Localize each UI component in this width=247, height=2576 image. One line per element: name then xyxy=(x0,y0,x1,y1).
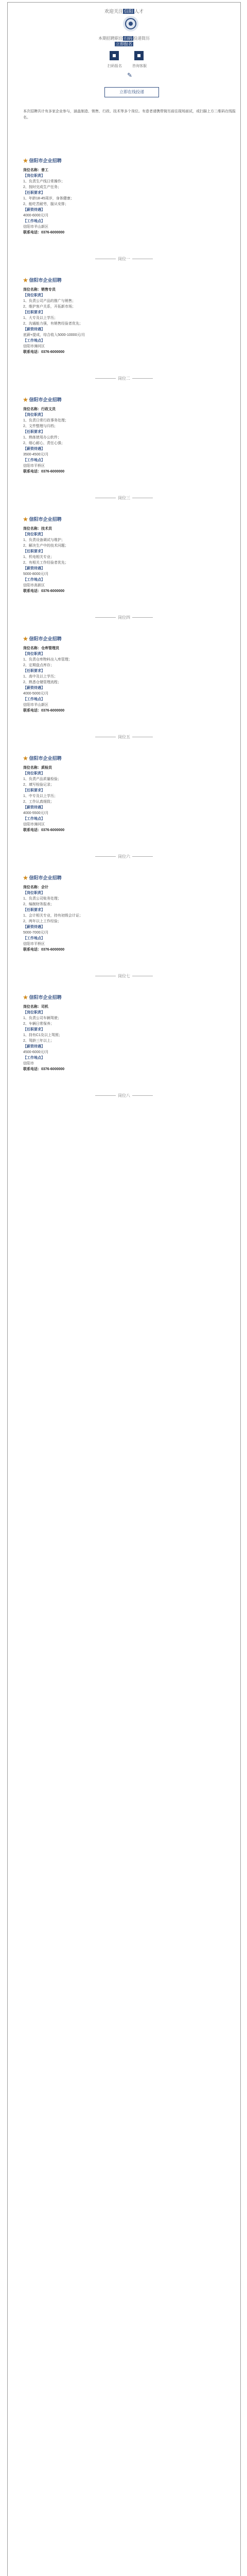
job-line: 1、负责设备调试与维护； xyxy=(23,538,65,542)
divider xyxy=(132,378,153,379)
star-icon: ★ xyxy=(23,636,29,641)
section-separator xyxy=(8,734,240,740)
preface-text: 本次招聘共计有多家企业参与，涵盖制造、销售、行政、技术等多个岗位。有意者请携带简历前往现场面试，或扫描上方二维码在线报名。 xyxy=(23,110,236,120)
section-body xyxy=(23,167,239,235)
intro-line-2 xyxy=(8,41,240,47)
section-separator xyxy=(8,376,240,381)
top-note-left: 欢迎关注 xyxy=(104,9,123,14)
star-icon: ★ xyxy=(23,158,29,163)
job-line: 1、持有C1及以上驾照； xyxy=(23,1033,62,1037)
top-note xyxy=(8,8,240,14)
logo-icon xyxy=(123,16,138,31)
section-tag xyxy=(23,396,239,403)
job-line: 【任职要求】 xyxy=(23,908,45,912)
job-line: 【任职要求】 xyxy=(23,191,45,195)
contact-phone[interactable]: 0376-6000000 xyxy=(41,948,65,952)
section-tag-text: 信阳市企业招聘 xyxy=(29,158,62,163)
intro-right: 投递简历 xyxy=(133,36,150,41)
qr-code-icon[interactable] xyxy=(110,51,119,60)
job-line: 1、年龄18-45周岁，身体健康； xyxy=(23,197,74,200)
top-note-right: 人才 xyxy=(134,9,144,14)
contact-line xyxy=(23,827,239,833)
job-line: 信阳市羊山新区 xyxy=(23,225,48,229)
divider xyxy=(95,378,116,379)
job-line: 1、熟练使用办公软件； xyxy=(23,436,61,439)
job-line: 【岗位职责】 xyxy=(23,174,45,178)
job-line: 【任职要求】 xyxy=(23,669,45,673)
section-tag xyxy=(23,994,239,1001)
job-line: 1、会计相关专业，持有初级会计证； xyxy=(23,914,83,918)
section-body xyxy=(23,646,239,714)
separator-text: 岗位八 xyxy=(118,1093,130,1098)
section-tag xyxy=(23,277,239,283)
separator-text: 岗位六 xyxy=(118,854,130,859)
divider xyxy=(95,617,116,618)
job-line: 2、定期盘点库存； xyxy=(23,664,54,667)
job-title: 岗位名称：仓库管理员 xyxy=(23,647,59,650)
intro2-highlight: 立即报名 xyxy=(116,42,132,46)
section-separator xyxy=(8,973,240,979)
contact-line xyxy=(23,1066,239,1072)
job-line: 【工作地点】 xyxy=(23,339,45,343)
job-line: 【岗位职责】 xyxy=(23,891,45,895)
job-line: 信阳市浉河区 xyxy=(23,345,45,348)
job-line: 【岗位职责】 xyxy=(23,1011,45,1014)
job-line: 信阳市 xyxy=(23,1062,34,1065)
job-line: 1、大专及以上学历； xyxy=(23,316,58,320)
job-line: 2、熟悉仓储管理流程； xyxy=(23,681,61,684)
qr-code-icon[interactable] xyxy=(134,51,144,60)
contact-line xyxy=(23,469,239,474)
job-line: 【工作地点】 xyxy=(23,698,45,701)
job-line: 信阳市高新区 xyxy=(23,584,45,587)
job-line: 底薪+提成，综合收入5000-10000元/月 xyxy=(23,333,85,337)
job-line: 【薪资待遇】 xyxy=(23,208,45,212)
section-tag-text: 信阳市企业招聘 xyxy=(29,756,62,761)
contact-phone[interactable]: 0376-6000000 xyxy=(41,589,65,593)
section-separator xyxy=(8,495,240,501)
contact-label: 联系电话： xyxy=(23,709,41,713)
job-line: 【任职要求】 xyxy=(23,789,45,792)
contact-phone[interactable]: 0376-6000000 xyxy=(41,231,65,234)
section-tag-text: 信阳市企业招聘 xyxy=(29,517,62,522)
section-tag xyxy=(23,635,239,642)
contact-phone[interactable]: 0376-6000000 xyxy=(41,350,65,354)
job-line: 1、负责公司产品的推广与销售； xyxy=(23,299,76,303)
job-line: 1、负责生产线日常操作； xyxy=(23,180,65,183)
job-line: 【岗位职责】 xyxy=(23,772,45,775)
job-line: 【薪资待遇】 xyxy=(23,1045,45,1048)
separator-text: 岗位二 xyxy=(118,376,130,381)
job-line: 4000-5500元/月 xyxy=(23,811,49,815)
page-frame xyxy=(7,2,241,2576)
job-line: 【工作地点】 xyxy=(23,1056,45,1060)
contact-phone[interactable]: 0376-6000000 xyxy=(41,828,65,832)
job-line: 【岗位职责】 xyxy=(23,652,45,656)
divider xyxy=(132,617,153,618)
job-line: 信阳市平桥区 xyxy=(23,942,45,946)
section-tag xyxy=(23,874,239,881)
job-line: 2、细心耐心，责任心强； xyxy=(23,442,65,445)
job-line: 1、机电相关专业； xyxy=(23,555,54,559)
divider xyxy=(132,856,153,857)
job-line: 2、维护客户关系，开拓新市场； xyxy=(23,305,76,309)
section-body xyxy=(23,1004,239,1072)
job-title: 岗位名称：质检员 xyxy=(23,766,52,770)
section-tag-text: 信阳市企业招聘 xyxy=(29,995,62,1000)
job-line: 1、高中及以上学历； xyxy=(23,675,58,679)
section-tag xyxy=(23,516,239,522)
section-tag-text: 信阳市企业招聘 xyxy=(29,875,62,880)
job-line: 【工作地点】 xyxy=(23,817,45,821)
contact-label: 联系电话： xyxy=(23,828,41,832)
section-tag xyxy=(23,755,239,761)
job-line: 2、驾龄三年以上； xyxy=(23,1039,54,1043)
star-icon: ★ xyxy=(23,875,29,880)
job-line: 2、填写检验记录； xyxy=(23,783,54,787)
contact-line xyxy=(23,230,239,235)
job-line: 【薪资待遇】 xyxy=(23,686,45,690)
qr-label: 咨询客服 xyxy=(132,64,147,68)
apply-button[interactable]: 立即在线投递 xyxy=(104,87,159,97)
section-body xyxy=(23,885,239,953)
job-line: 【薪资待遇】 xyxy=(23,567,45,570)
job-line: 2、按时完成生产任务； xyxy=(23,185,61,189)
star-icon: ★ xyxy=(23,995,29,1000)
job-line: 5000-8000元/月 xyxy=(23,572,49,576)
job-line: 4000-6000元/月 xyxy=(23,214,49,217)
section-separator xyxy=(8,256,240,262)
star-icon: ★ xyxy=(23,397,29,402)
job-line: 1、负责公司车辆驾驶； xyxy=(23,1016,61,1020)
job-line: 2、文件整理与归档； xyxy=(23,425,58,428)
divider xyxy=(95,856,116,857)
job-line: 1、负责日常行政事务处理； xyxy=(23,419,68,422)
contact-phone[interactable]: 0376-6000000 xyxy=(41,709,65,713)
job-line: 【薪资待遇】 xyxy=(23,328,45,331)
section-separator xyxy=(8,615,240,620)
intro-highlight: 扫码 xyxy=(124,36,132,41)
job-line: 2、解决生产中的技术问题； xyxy=(23,544,68,548)
contact-phone[interactable]: 0376-6000000 xyxy=(41,1067,65,1071)
job-line: 1、负责产品质量检验； xyxy=(23,777,61,781)
job-line: 2、能吃苦耐劳，服从安排； xyxy=(23,202,68,206)
contact-label: 联系电话： xyxy=(23,589,41,593)
job-title: 岗位名称：普工 xyxy=(23,168,48,172)
separator-text: 岗位五 xyxy=(118,735,130,739)
contact-label: 联系电话： xyxy=(23,1067,41,1071)
contact-label: 联系电话： xyxy=(23,350,41,354)
job-title: 岗位名称：司机 xyxy=(23,1005,48,1009)
pen-icon: ✎ xyxy=(127,72,133,79)
job-line: 4000-5000元/月 xyxy=(23,692,49,696)
job-line: 1、负责仓库物料出入库管理； xyxy=(23,658,72,662)
job-line: 2、两年以上工作经验； xyxy=(23,920,61,923)
section-body xyxy=(23,765,239,833)
job-line: 2、沟通能力强，有销售经验者优先； xyxy=(23,322,83,326)
job-title: 岗位名称：销售专员 xyxy=(23,288,56,292)
contact-line xyxy=(23,947,239,953)
job-line: 信阳市浉河区 xyxy=(23,823,45,826)
section-tag-text: 信阳市企业招聘 xyxy=(29,278,62,283)
contact-phone[interactable]: 0376-6000000 xyxy=(41,470,65,473)
section-body xyxy=(23,526,239,594)
job-line: 信阳市羊山新区 xyxy=(23,703,48,707)
section-tag-text: 信阳市企业招聘 xyxy=(29,636,62,641)
divider xyxy=(95,1095,116,1096)
job-line: 【任职要求】 xyxy=(23,1028,45,1031)
job-line: 【工作地点】 xyxy=(23,219,45,223)
job-line: 信阳市平桥区 xyxy=(23,464,45,468)
job-line: 【任职要求】 xyxy=(23,430,45,434)
top-note-highlight: 信阳 xyxy=(123,9,133,14)
job-title: 岗位名称：行政文员 xyxy=(23,408,56,411)
contact-line xyxy=(23,349,239,355)
job-title: 岗位名称：会计 xyxy=(23,886,48,889)
job-line: 1、中专及以上学历； xyxy=(23,794,58,798)
job-line: 【岗位职责】 xyxy=(23,294,45,297)
contact-label: 联系电话： xyxy=(23,948,41,952)
job-line: 2、车辆日常保养； xyxy=(23,1022,54,1026)
separator-text: 岗位七 xyxy=(118,974,130,978)
job-line: 【薪资待遇】 xyxy=(23,447,45,451)
job-line: 2、编制财务报表； xyxy=(23,903,54,906)
contact-line xyxy=(23,708,239,714)
separator-text: 岗位三 xyxy=(118,496,130,500)
intro-left: 本期招聘职位 xyxy=(98,36,123,41)
section-body xyxy=(23,406,239,474)
job-line: 【薪资待遇】 xyxy=(23,806,45,809)
separator-text: 岗位一 xyxy=(118,257,130,261)
section-separator xyxy=(8,1093,240,1098)
contact-label: 联系电话： xyxy=(23,470,41,473)
job-line: 5000-7000元/月 xyxy=(23,931,49,935)
section-separator xyxy=(8,854,240,859)
intro-line xyxy=(8,36,240,41)
job-line: 2、有相关工作经验者优先； xyxy=(23,561,68,565)
job-line: 【岗位职责】 xyxy=(23,413,45,417)
star-icon: ★ xyxy=(23,517,29,522)
job-line: 【岗位职责】 xyxy=(23,533,45,536)
job-line: 【薪资待遇】 xyxy=(23,925,45,929)
job-title: 岗位名称：技术员 xyxy=(23,527,52,531)
job-line: 1、负责公司账务处理； xyxy=(23,897,61,901)
section-tag xyxy=(23,157,239,164)
contact-line xyxy=(23,588,239,594)
section-tag-text: 信阳市企业招聘 xyxy=(29,397,62,402)
job-line: 【工作地点】 xyxy=(23,937,45,940)
job-line: 【任职要求】 xyxy=(23,550,45,553)
section-body xyxy=(23,287,239,355)
job-line: 3500-4500元/月 xyxy=(23,453,49,456)
job-line: 【工作地点】 xyxy=(23,578,45,582)
job-line: 4500-6000元/月 xyxy=(23,1050,49,1054)
qr-label: 扫码报名 xyxy=(108,64,122,68)
contact-label: 联系电话： xyxy=(23,231,41,234)
separator-text: 岗位四 xyxy=(118,615,130,620)
job-line: 【工作地点】 xyxy=(23,459,45,462)
star-icon: ★ xyxy=(23,278,29,283)
divider xyxy=(132,1095,153,1096)
job-line: 【任职要求】 xyxy=(23,311,45,314)
job-line: 2、工作认真细致； xyxy=(23,800,54,804)
star-icon: ★ xyxy=(23,756,29,761)
